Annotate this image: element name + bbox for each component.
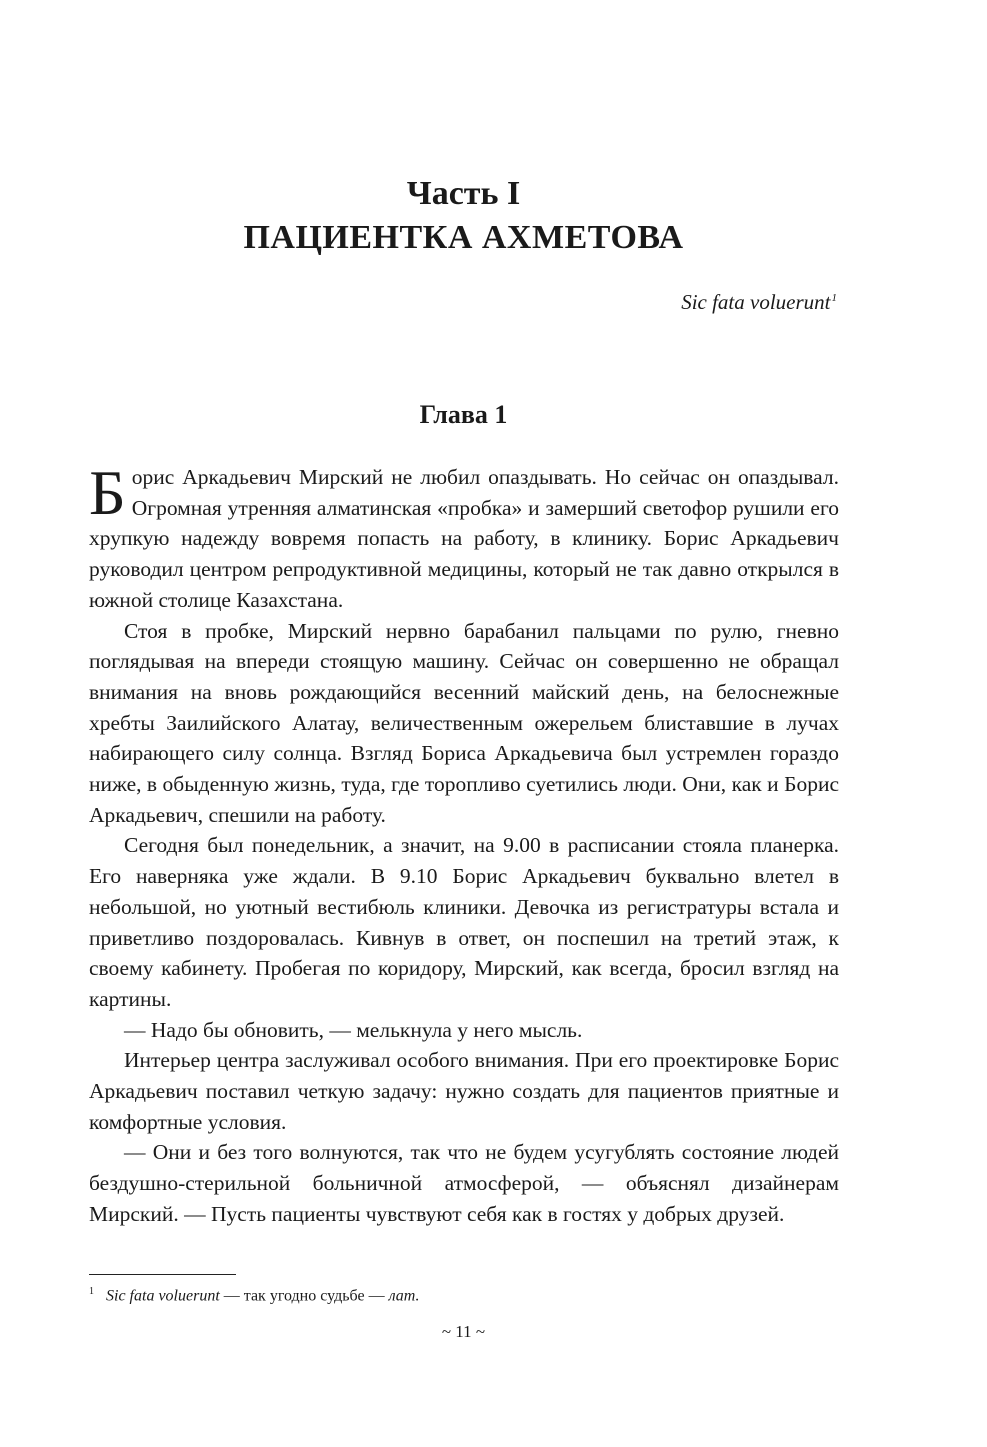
footnote-divider: [89, 1274, 236, 1275]
page-number: ~ 11 ~: [441, 1322, 486, 1341]
paragraph-1-text: орис Аркадьевич Мирский не любил опаздывать. Но сейчас он опаздывал. Огромная утренняя алматинская «пробка» и замерший светофор рушили его хрупкую надежду вовремя попасть на работу, в клинику. Борис Аркадьевич руководил центром репродуктивной медицины, который не так давно открылся в южной столице Казахстана.: [89, 465, 839, 612]
drop-cap: Б: [89, 457, 126, 528]
chapter-title: Глава 1: [419, 400, 508, 429]
footnote-definition: — так угодно судьбе —: [219, 1287, 389, 1305]
epigraph-text: Sic fata voluerunt: [681, 290, 831, 314]
part-subtitle: ПАЦИЕНТКА АХМЕТОВА: [243, 219, 684, 256]
paragraph-5: Интерьер центра заслуживал особого внимания. При его проектировке Борис Аркадьевич поставил четкую задачу: нужно создать для пациентов приятные и комфортные условия.: [89, 1048, 839, 1134]
footnote-number: 1: [89, 1286, 94, 1297]
epigraph: [681, 284, 837, 316]
epigraph-footnote-mark[interactable]: 1: [831, 292, 837, 304]
footnote-language: лат.: [388, 1287, 420, 1305]
footnote: [89, 1280, 839, 1308]
paragraph-4: — Надо бы обновить, — мелькнула у него мысль.: [124, 1017, 583, 1042]
footnote-term: Sic fata voluerunt: [106, 1287, 220, 1305]
paragraph-1: [89, 457, 839, 616]
paragraph-6: — Они и без того волнуются, так что не будем усугублять состояние людей бездушно-стерильной больничной атмосферой, — объяснял дизайнерам Мирский. — Пусть пациенты чувствуют себя как в гостях у добрых друзей.: [89, 1140, 839, 1226]
chapter-body: [89, 457, 839, 1230]
paragraph-2: Стоя в пробке, Мирский нервно барабанил пальцами по рулю, гневно поглядывая на впереди стоящую машину. Сейчас он совершенно не обращал внимания на вновь рождающийся весенний майский день, на белоснежные хребты Заилийского Алатау, величественным ожерельем блиставшие в лучах набирающего силу солнца. Взгляд Бориса Аркадьевича был устремлен гораздо ниже, в обыденную жизнь, туда, где торопливо суетились люди. Они, как и Борис Аркадьевич, спешили на работу.: [89, 618, 839, 827]
paragraph-3: Сегодня был понедельник, а значит, на 9.00 в расписании стояла планерка. Его наверняка уже ждали. В 9.10 Борис Аркадьевич буквально влетел в небольшой, но уютный вестибюль клиники. Девочка из регистратуры встала и приветливо поздоровалась. Кивнув в ответ, он поспешил на третий этаж, к своему кабинету. Пробегая по коридору, Мирский, как всегда, бросил взгляд на картины.: [89, 833, 839, 1011]
part-title: Часть I: [406, 175, 521, 212]
